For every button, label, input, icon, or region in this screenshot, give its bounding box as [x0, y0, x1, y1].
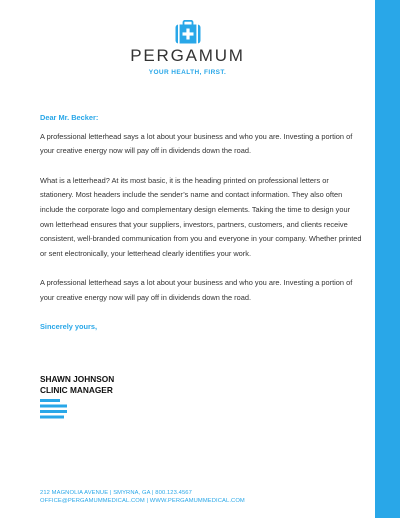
letterhead-logo	[0, 20, 375, 76]
paragraph-3: A professional letterhead says a lot about your business and who you are. Investing a portion of your creative energy now will pay off in dividends down the road.	[40, 278, 353, 302]
footer-contact	[40, 489, 245, 506]
closing: Sincerely yours,	[40, 321, 98, 331]
brand-name: PERGAMUM	[130, 46, 245, 65]
signer-name: SHAWN JOHNSON	[40, 374, 115, 384]
signer-block	[40, 374, 114, 395]
footer-email-web: OFFICE@PERGAMUMMEDICAL.COM | WWW.PERGAMUMMEDICAL.COM	[40, 498, 245, 505]
medical-briefcase-icon	[175, 20, 201, 44]
paragraph-1: A professional letterhead says a lot about your business and who you are. Investing a portion of your creative energy now will pay off in dividends down the road.	[40, 131, 353, 156]
footer-address: 212 MAGNOLIA AVENUE | SMYRNA, GA | 800.123.4567	[40, 490, 192, 496]
signer-title: CLINIC MANAGER	[40, 384, 113, 395]
signature-lines-icon	[40, 399, 70, 423]
paragraph-2: What is a letterhead? At its most basic, it is the heading printed on professional letters or stationery. Most headers include the sender’s name and contact information. They also often include the corporate logo and complementary design elements. Taking the time to design your own letterhead ensures that your suppliers, investors, partners, customers, and clients receive consistent, well-branded communication from you and everyone in your company. Whether printed or sent electronically, your letterhead clearly identifies your work.	[40, 175, 362, 258]
brand-tagline: YOUR HEALTH, FIRST.	[148, 69, 227, 76]
side-accent-bar	[375, 0, 400, 518]
letter-body	[40, 111, 362, 334]
salutation: Dear Mr. Becker:	[40, 113, 99, 122]
